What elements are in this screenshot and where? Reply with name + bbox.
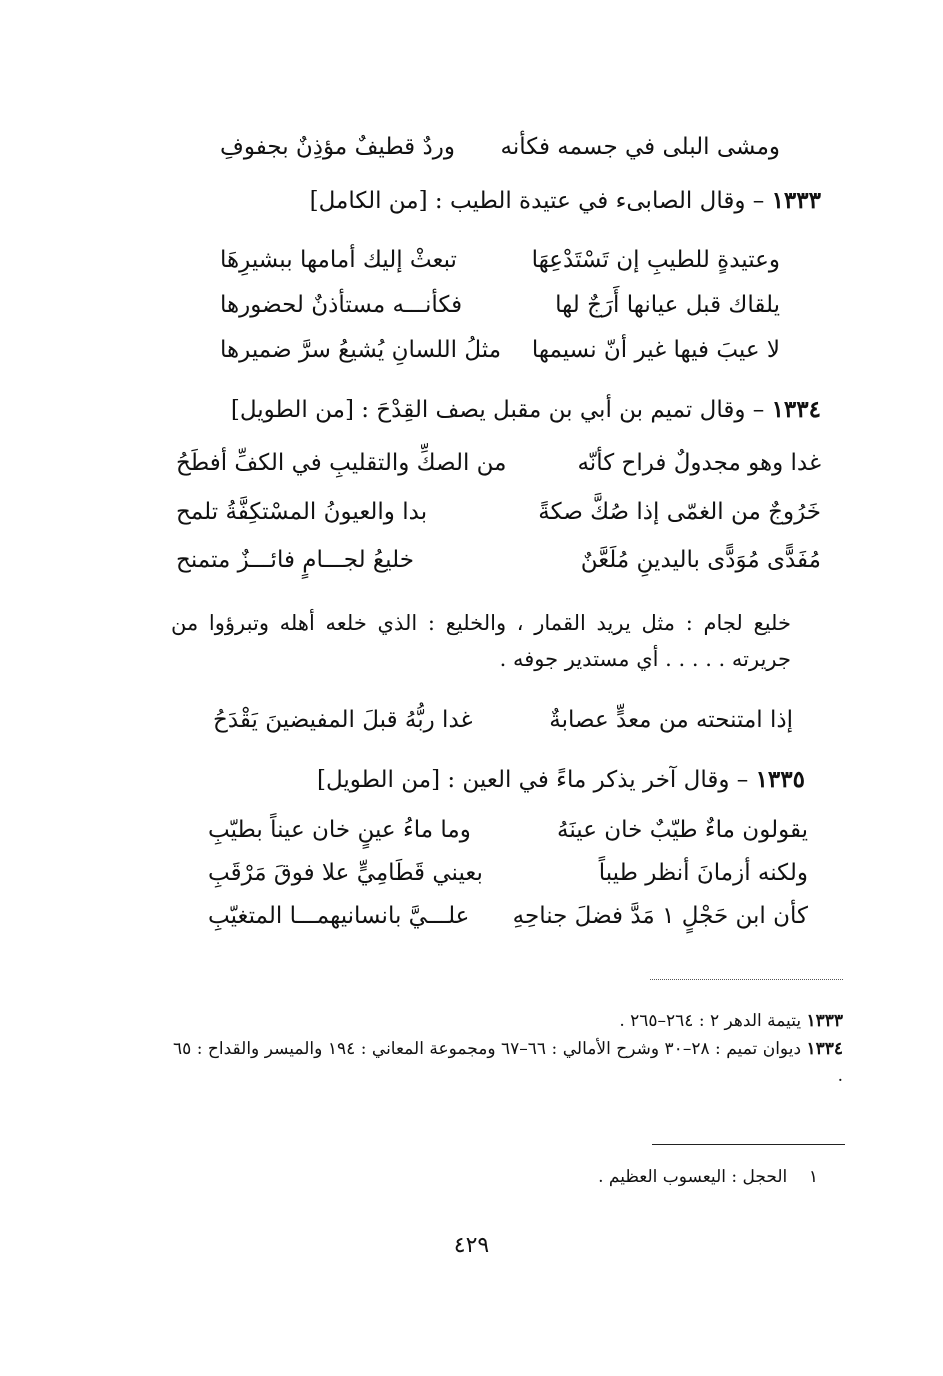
verse-hemistich-second: خليعُ لجـــامٍ فائـــزٌ متمنح — [176, 547, 414, 573]
footnote — [598, 1164, 818, 1191]
verse-line — [213, 700, 793, 740]
verse-hemistich-second: فكأنـــه مستأذنٌ لحضورها — [220, 292, 463, 318]
verse-line — [208, 853, 808, 893]
verse-hemistich-first: وعتيدةٍ للطيبِ إن تَسْتَدْعِهَا — [531, 247, 780, 273]
sources-separator — [650, 979, 843, 980]
verse-line — [208, 810, 808, 850]
verse-hemistich-second: بدا والعيونُ المسْتكِفَّةُ تلمح — [176, 499, 428, 525]
verse-hemistich-second: وردٌ قطيفٌ مؤذِنٌ بجفوفِ — [220, 134, 455, 160]
source-note — [619, 1008, 843, 1035]
footnote-separator — [652, 1144, 845, 1145]
entry-heading — [317, 760, 805, 800]
verse-hemistich-first: كأن ابن حَجْلٍ ١ مَدَّ فضلَ جناحِهِ — [512, 903, 808, 929]
commentary-paragraph: خليع لجام : مثل يريد القمار ، والخليع : الذي خلعه أهله وتبرؤوا من جريرته . . . . . أي مستدير جوفه . — [171, 611, 791, 671]
entry-heading-text: – وقال الصابىء في عتيدة الطيب : [من الكامل] — [309, 188, 765, 214]
verse-line — [208, 896, 808, 936]
source-note — [173, 1036, 843, 1090]
entry-number: ١٣٣٥ — [755, 766, 805, 793]
verse-hemistich-first: مُفَدًّى مُوَدًّى باليدينِ مُلَعَّنٌ — [580, 547, 821, 573]
source-number: ١٣٣٣ — [806, 1011, 843, 1031]
verse-hemistich-first: يقولون ماءٌ طيّبٌ خان عينَهُ — [557, 817, 808, 843]
verse-hemistich-first: ولكنه أزمانَ أنظر طيباً — [598, 860, 808, 886]
entry-heading — [310, 181, 821, 221]
verse-hemistich-first: غدا وهو مجدولٌ فراح كأنّه — [577, 450, 821, 476]
verse-hemistich-second: غدا ربُّهُ قبلَ المفيضينَ يَقْدَحُ — [213, 707, 473, 733]
verse-hemistich-second: مثلُ اللسانِ يُشيعُ سرَّ ضميرها — [220, 337, 502, 363]
entry-heading-text: – وقال تميم بن أبي بن مقبل يصف القِدْحَ : [من الطويل] — [230, 397, 765, 423]
verse-hemistich-first: إذا امتنحته من معدٍّ عصابةٌ — [549, 707, 793, 733]
verse-line — [220, 240, 780, 280]
entry-heading — [231, 390, 821, 430]
verse-line — [220, 285, 780, 325]
verse-line — [220, 330, 780, 370]
verse-hemistich-second: علـــيَّ بانسانيهمـــا المتغيّبِ — [208, 903, 470, 929]
verse-hemistich-second: من الصكِّ والتقليبِ في الكفِّ أفطَحُ — [176, 450, 507, 476]
verse-hemistich-first: يلقاك قبل عيانها أَرَجٌ لها — [555, 292, 780, 318]
verse-line — [176, 492, 821, 532]
verse-hemistich-second: بعيني قَطَامِيٍّ علا فوقَ مَرْقَبِ — [208, 860, 483, 886]
source-number: ١٣٣٤ — [806, 1039, 844, 1059]
entry-heading-text: – وقال آخر يذكر ماءً في العين : [من الطويل] — [316, 767, 749, 793]
verse-hemistich-second: تبعثْ إليك أمامها ببشيرِهَا — [220, 247, 457, 273]
verse-hemistich-first: خَرُوجٌ من الغمّى إذا صُكَّ صكةً — [538, 499, 821, 525]
footnote-marker: ١ — [808, 1167, 818, 1187]
verse-line — [220, 127, 780, 167]
verse-hemistich-first: ومشى البلى في جسمه فكأنه — [500, 134, 780, 160]
source-text: يتيمة الدهر ٢ : ٢٦٤–٢٦٥ . — [619, 1011, 802, 1031]
page-number: ٤٢٩ — [453, 1233, 490, 1258]
entry-number: ١٣٣٤ — [771, 396, 821, 423]
entry-number: ١٣٣٣ — [771, 187, 821, 214]
verse-hemistich-first: لا عيبَ فيها غير أنّ نسيمها — [531, 337, 780, 363]
footnote-text: الحجل : اليعسوب العظيم . — [598, 1167, 788, 1187]
source-text: ديوان تميم : ٢٨–٣٠ وشرح الأمالي : ٦٦–٦٧ ومجموعة المعاني : ١٩٤ والميسر والقداح : ٦٥ . — [173, 1039, 843, 1086]
verse-line — [176, 540, 821, 580]
verse-hemistich-second: وما ماءُ عينٍ خان عيناً بطيّبِ — [208, 817, 471, 843]
verse-line — [176, 443, 821, 483]
